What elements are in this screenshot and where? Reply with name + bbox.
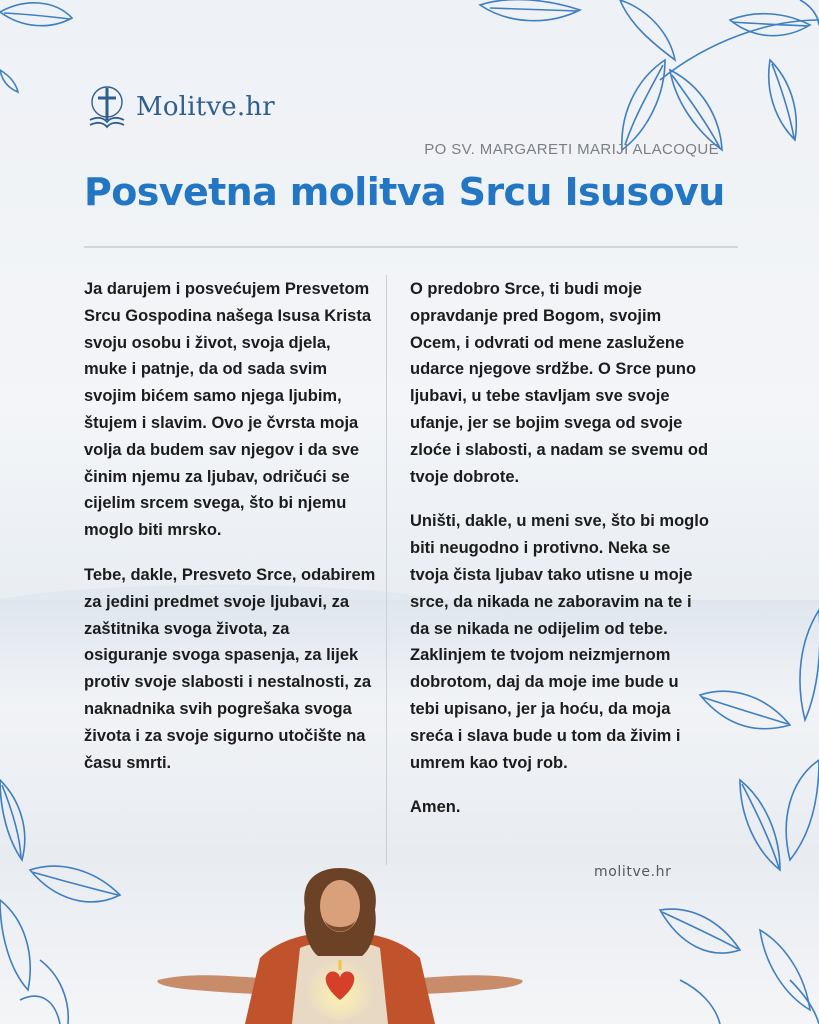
- prayer-column-right: [410, 276, 710, 839]
- title-divider: [84, 246, 738, 248]
- footer-url[interactable]: molitve.hr: [594, 864, 672, 880]
- prayer-paragraph: Uništi, dakle, u meni sve, što bi moglo biti neugodno i protivno. Neka se tvoja čista ljubav tako utisne u moje srce, da nikada ne zaboravim na te i da se nikada ne odijelim od tebe. Zaklinjem te tvojom neizmjernom dobrotom, daj da moje ime bude u tebi upisano, jer ja hoću, da moja sreća i slava bude u tom da živim i umrem kao tvoj rob.: [410, 512, 709, 772]
- brand-logo[interactable]: [86, 84, 275, 130]
- prayer-paragraph: Tebe, dakle, Presveto Srce, odabirem za jedini predmet svoje ljubavi, za zaštitnika svoga života, za osiguranje svoga spasenja, za lijek protiv svoje slabosti i nestalnosti, za naknadnika svih pogrešaka svoga života i za svoje sigurno utočište na času smrti.: [84, 565, 376, 772]
- prayer-column-left: [84, 276, 376, 794]
- cross-book-icon: [86, 84, 128, 130]
- prayer-paragraph: Ja darujem i posvećujem Presvetom Srcu Gospodina našega Isusa Krista svoju osobu i život, svoja djela, muke i patnje, da od sada svim svojim bićem samo njega ljubim, štujem i slavim. Ovo je čvrsta moja volja da budem sav njegov i da sve činim njemu za ljubav, odričući se cijelim srcem svega, što bi njemu moglo biti mrsko.: [84, 280, 372, 540]
- prayer-amen: Amen.: [410, 798, 461, 817]
- column-divider: [386, 275, 387, 865]
- prayer-subtitle: PO SV. MARGARETI MARIJI ALACOQUE: [424, 141, 719, 158]
- brand-name: Molitve.hr: [136, 92, 275, 122]
- prayer-paragraph: O predobro Srce, ti budi moje opravdanje pred Bogom, svojim Ocem, i odvrati od mene zaslužene udarce njegove srdžbe. O Srce puno ljubavi, u tebe stavljam sve svoje ufanje, jer se bojim svega od svoje zloće i slabosti, a nadam se svemu od tvoje dobrote.: [410, 280, 709, 486]
- page-title: Posvetna molitva Srcu Isusovu: [84, 170, 725, 214]
